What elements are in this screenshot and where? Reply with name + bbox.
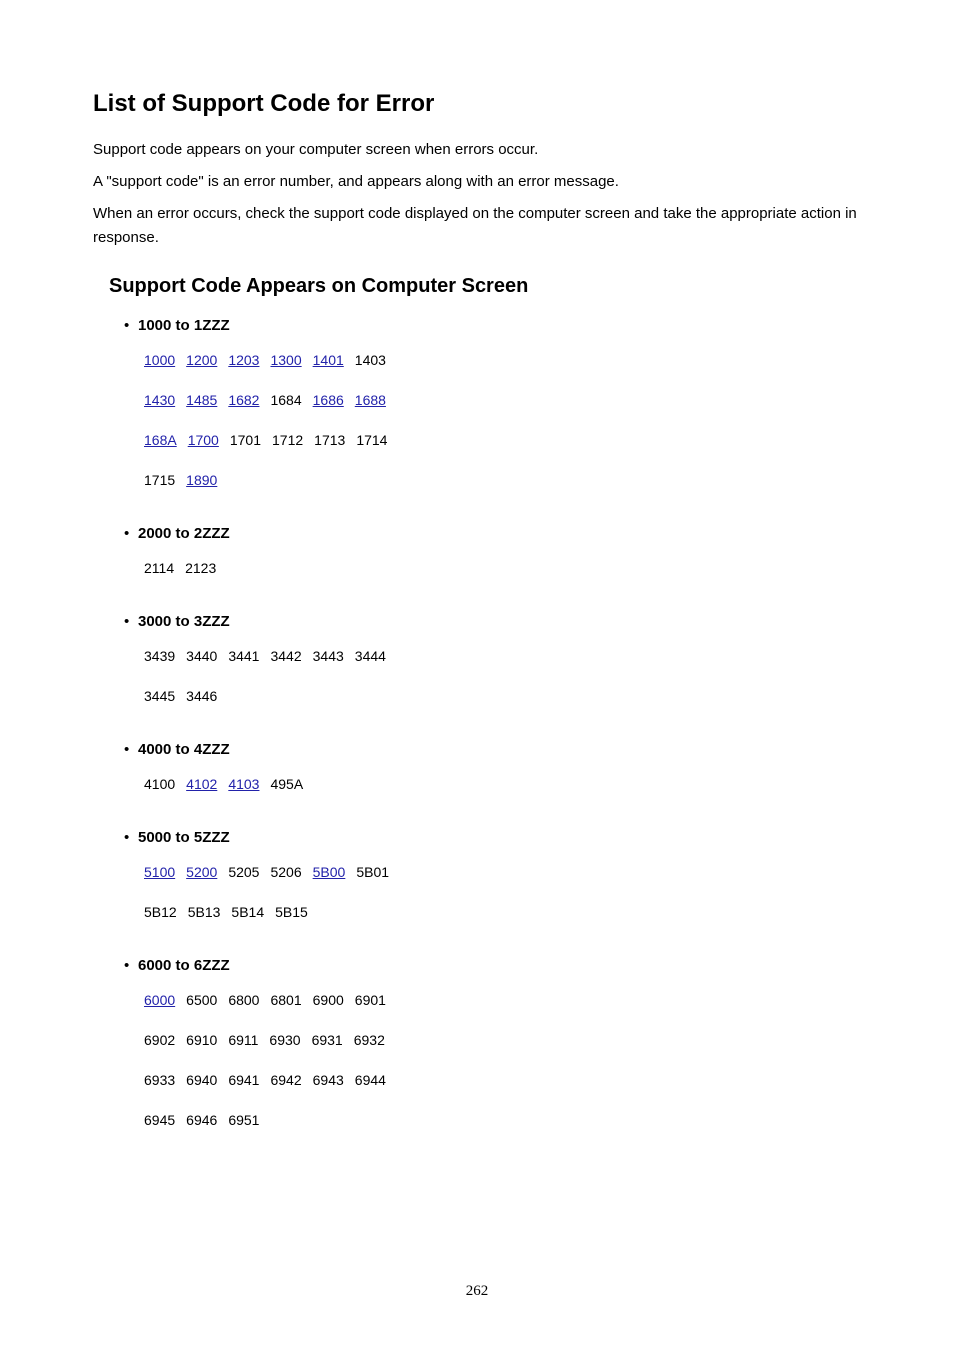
code-row <box>124 548 824 588</box>
support-code: 6945 <box>144 1112 176 1128</box>
support-code: 6901 <box>354 992 386 1008</box>
support-code: 6800 <box>228 992 260 1008</box>
code-row <box>124 1060 824 1100</box>
section-title: Support Code Appears on Computer Screen <box>109 275 529 297</box>
support-code: 3441 <box>228 648 260 664</box>
code-group-heading <box>124 522 824 546</box>
intro-paragraph: Support code appears on your computer screen when errors occur. <box>93 141 539 158</box>
support-code: 1713 <box>314 432 346 448</box>
support-code-link[interactable]: 1700 <box>187 432 219 448</box>
code-row <box>124 1020 824 1060</box>
bullet-icon: • <box>124 613 130 630</box>
code-group-heading <box>124 954 824 978</box>
support-code: 1684 <box>270 392 302 408</box>
support-code-link[interactable]: 1890 <box>186 472 218 488</box>
support-code: 1403 <box>354 352 386 368</box>
intro-paragraph: When an error occurs, check the support code displayed on the computer screen and take the appropriate action in response. <box>93 205 857 246</box>
support-code-link[interactable]: 1200 <box>186 352 218 368</box>
support-code: 5B15 <box>275 904 308 920</box>
support-code: 6900 <box>312 992 344 1008</box>
support-code: 6931 <box>311 1032 343 1048</box>
support-code: 6932 <box>353 1032 385 1048</box>
support-code: 6930 <box>269 1032 301 1048</box>
support-code: 3446 <box>186 688 218 704</box>
support-code-link[interactable]: 1401 <box>312 352 344 368</box>
support-code-link[interactable]: 5B00 <box>312 864 346 880</box>
support-code: 3443 <box>312 648 344 664</box>
code-group <box>124 314 824 500</box>
intro-paragraph: A "support code" is an error number, and appears along with an error message. <box>93 173 619 190</box>
support-code-link[interactable]: 1000 <box>144 352 176 368</box>
support-code: 4100 <box>144 776 176 792</box>
support-code: 5B13 <box>187 904 221 920</box>
support-code: 6943 <box>312 1072 344 1088</box>
bullet-icon: • <box>124 741 130 758</box>
code-group <box>124 610 824 716</box>
code-group-heading <box>124 738 824 762</box>
support-code: 3442 <box>270 648 302 664</box>
code-group <box>124 954 824 1140</box>
page-number: 262 <box>465 1283 489 1299</box>
support-code: 6801 <box>270 992 302 1008</box>
support-code: 1701 <box>229 432 262 448</box>
code-group-label: 1000 to 1ZZZ <box>138 317 230 334</box>
code-row <box>124 420 824 460</box>
support-code: 6941 <box>228 1072 260 1088</box>
bullet-icon: • <box>124 525 130 542</box>
support-code-link[interactable]: 168A <box>144 432 177 448</box>
code-group-label: 3000 to 3ZZZ <box>138 613 230 630</box>
support-code: 6942 <box>270 1072 302 1088</box>
code-group <box>124 522 824 588</box>
support-code: 1714 <box>356 432 388 448</box>
support-code: 2123 <box>185 560 217 576</box>
support-code-groups <box>124 314 824 1162</box>
support-code: 6902 <box>144 1032 176 1048</box>
bullet-icon: • <box>124 957 130 974</box>
support-code: 5B12 <box>144 904 177 920</box>
support-code: 6946 <box>186 1112 218 1128</box>
code-group-label: 2000 to 2ZZZ <box>138 525 230 542</box>
support-code: 2114 <box>144 560 175 576</box>
code-group-label: 5000 to 5ZZZ <box>138 829 230 846</box>
support-code-link[interactable]: 6000 <box>144 992 176 1008</box>
support-code: 5B01 <box>356 864 390 880</box>
intro-text <box>93 138 868 258</box>
code-row <box>124 1100 824 1140</box>
support-code-link[interactable]: 1485 <box>186 392 218 408</box>
support-code: 1715 <box>144 472 176 488</box>
code-group-heading <box>124 314 824 338</box>
code-group <box>124 738 824 804</box>
code-row <box>124 340 824 380</box>
code-row <box>124 676 824 716</box>
support-code: 6910 <box>186 1032 218 1048</box>
support-code: 3444 <box>354 648 386 664</box>
code-row <box>124 764 824 804</box>
code-row <box>124 380 824 420</box>
support-code-link[interactable]: 5200 <box>186 864 218 880</box>
support-code-link[interactable]: 1682 <box>228 392 260 408</box>
code-group-heading <box>124 610 824 634</box>
bullet-icon: • <box>124 829 130 846</box>
page-title: List of Support Code for Error <box>93 90 435 117</box>
code-group-label: 4000 to 4ZZZ <box>138 741 230 758</box>
code-row <box>124 460 824 500</box>
code-row <box>124 852 824 892</box>
support-code: 5205 <box>228 864 260 880</box>
support-code-link[interactable]: 1300 <box>270 352 302 368</box>
support-code: 6951 <box>228 1112 260 1128</box>
support-code: 5206 <box>270 864 302 880</box>
support-code-link[interactable]: 1203 <box>228 352 260 368</box>
support-code: 495A <box>270 776 304 792</box>
support-code: 6911 <box>228 1032 259 1048</box>
support-code: 6940 <box>186 1072 218 1088</box>
support-code-link[interactable]: 1688 <box>354 392 386 408</box>
support-code-link[interactable]: 4102 <box>186 776 218 792</box>
support-code: 1712 <box>272 432 304 448</box>
support-code-link[interactable]: 4103 <box>228 776 260 792</box>
support-code: 6500 <box>186 992 218 1008</box>
code-group-label: 6000 to 6ZZZ <box>138 957 230 974</box>
support-code: 6944 <box>354 1072 386 1088</box>
bullet-icon: • <box>124 317 130 334</box>
support-code: 6933 <box>144 1072 176 1088</box>
code-row <box>124 892 824 932</box>
support-code: 3445 <box>144 688 176 704</box>
support-code-link[interactable]: 1686 <box>312 392 344 408</box>
code-row <box>124 636 824 676</box>
support-code: 5B14 <box>231 904 265 920</box>
code-row <box>124 980 824 1020</box>
code-group-heading <box>124 826 824 850</box>
support-code-link[interactable]: 1430 <box>144 392 176 408</box>
support-code: 3440 <box>186 648 218 664</box>
code-group <box>124 826 824 932</box>
support-code-link[interactable]: 5100 <box>144 864 176 880</box>
support-code: 3439 <box>144 648 176 664</box>
